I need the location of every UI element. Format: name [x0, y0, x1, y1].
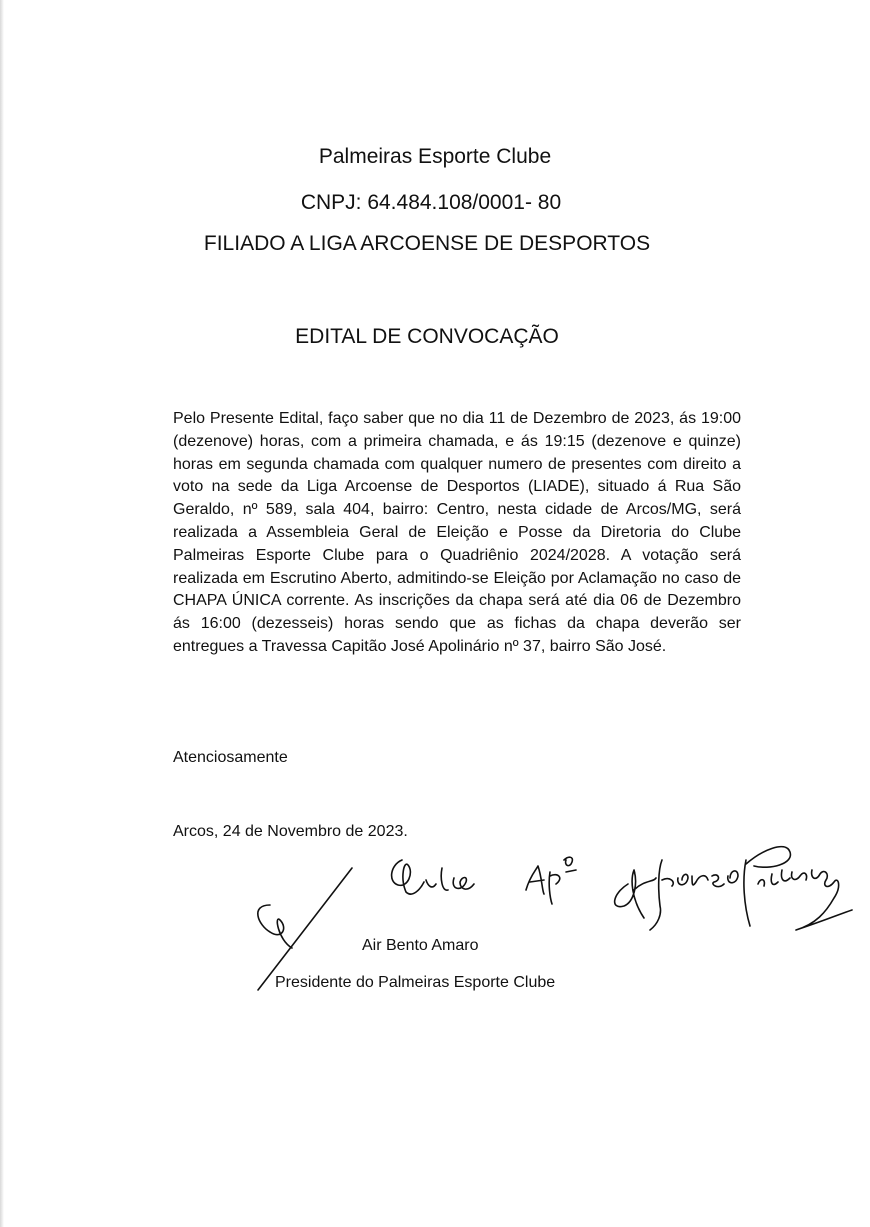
club-name: Palmeiras Esporte Clube — [318, 145, 552, 168]
signatory-name: Air Bento Amaro — [362, 937, 479, 954]
signature-stroke — [526, 857, 576, 904]
signature-stroke — [258, 905, 292, 948]
signature-stroke — [615, 860, 738, 930]
notice-body: Pelo Presente Edital, faço saber que no dia 11 de Dezembro de 2023, ás 19:00 (dezenove) horas, com a primeira chamada, e ás 19:15 (dezenove e quinze) horas em segunda chamada com qualquer numero de presentes com direito a voto na sede da Liga Arcoense de Desportos (LIADE), situado á Rua São Geraldo, nº 589, sala 404, bairro: Centro, nesta cidade de Arcos/MG, será realizada a Assembleia Geral de Eleição e Posse da Diretoria do Clube Palmeiras Esporte Clube para o Quadriênio 2024/2028. A votação será realizada em Escrutino Aberto, admitindo-se Eleição por Aclamação no caso de CHAPA ÚNICA corrente. As inscrições da chapa será até dia 06 de Dezembro ás 16:00 (dezesseis) horas sendo que as fichas da chapa deverão ser entregues a Travessa Capitão José Apolinário nº 37, bairro São José. — [173, 410, 741, 655]
scan-edge-shadow — [0, 0, 4, 1227]
affiliation-line: FILIADO A LIGA ARCOENSE DE DESPORTOS — [203, 232, 651, 255]
cnpj-line: CNPJ: 64.484.108/0001- 80 — [300, 191, 562, 214]
signature-stroke — [258, 868, 352, 990]
signatory-role: Presidente do Palmeiras Esporte Clube — [275, 974, 556, 991]
place-date: Arcos, 24 de Novembro de 2023. — [173, 823, 408, 840]
notice-title: EDITAL DE CONVOCAÇÃO — [295, 325, 559, 348]
signature-stroke — [392, 860, 474, 894]
closing-salutation: Atenciosamente — [173, 749, 288, 766]
signature-stroke — [744, 847, 852, 930]
